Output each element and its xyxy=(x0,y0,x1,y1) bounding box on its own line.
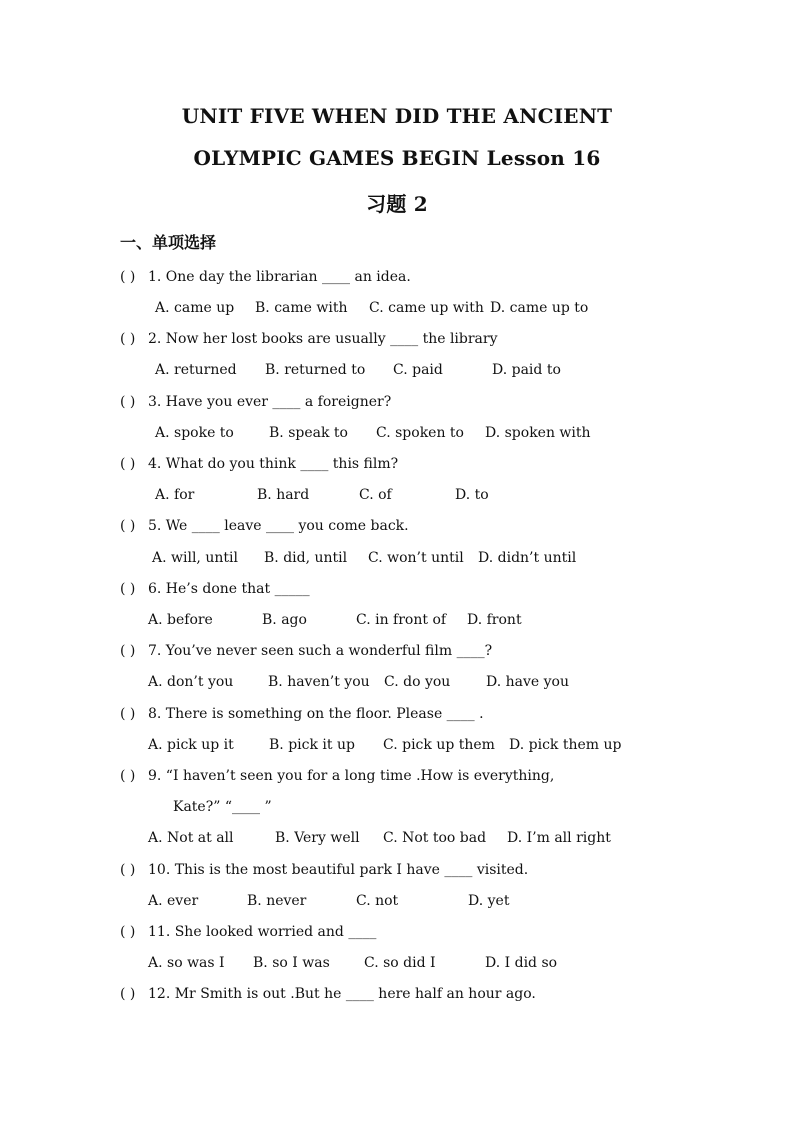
option-c: C. so did I xyxy=(364,955,436,971)
answer-blank: ( ) xyxy=(120,924,136,940)
option-d: D. pick them up xyxy=(509,737,622,753)
question-text: 11. She looked worried and ____ xyxy=(148,924,377,940)
option-c: C. of xyxy=(359,487,392,503)
option-c: C. spoken to xyxy=(376,425,464,441)
option-d: D. didn’t until xyxy=(478,550,577,566)
option-d: D. front xyxy=(467,612,522,628)
option-d: D. I did so xyxy=(485,955,558,971)
answer-blank: ( ) xyxy=(120,581,136,597)
answer-blank: ( ) xyxy=(120,768,136,784)
question-text: 12. Mr Smith is out .But he ____ here half an hour ago. xyxy=(148,986,536,1002)
option-d: D. I’m all right xyxy=(507,830,611,846)
document-title-line-2: OLYMPIC GAMES BEGIN Lesson 16 xyxy=(193,146,601,170)
question-2 xyxy=(120,331,498,347)
document-title-line-1: UNIT FIVE WHEN DID THE ANCIENT xyxy=(181,104,613,128)
option-a: A. spoke to xyxy=(155,425,234,441)
question-11 xyxy=(120,924,376,940)
answer-blank: ( ) xyxy=(120,331,136,347)
option-b: B. speak to xyxy=(269,425,348,441)
question-10 xyxy=(120,862,528,878)
option-d: D. yet xyxy=(468,893,510,909)
option-b: B. haven’t you xyxy=(268,674,370,690)
option-c: C. not xyxy=(356,893,399,909)
option-a: A. ever xyxy=(148,893,199,909)
question-text-continued: Kate?” “____ ” xyxy=(173,799,272,815)
option-b: B. hard xyxy=(257,487,310,503)
answer-blank: ( ) xyxy=(120,269,136,285)
option-c: C. Not too bad xyxy=(383,830,487,846)
answer-blank: ( ) xyxy=(120,706,136,722)
answer-blank: ( ) xyxy=(120,986,136,1002)
option-a: A. Not at all xyxy=(148,830,234,846)
option-c: C. came up with xyxy=(369,300,484,316)
option-d: D. have you xyxy=(486,674,569,690)
option-b: B. so I was xyxy=(253,955,330,971)
option-a: A. pick up it xyxy=(148,737,234,753)
question-text: 9. “I haven’t seen you for a long time .How is everything, xyxy=(148,768,555,784)
option-b: B. never xyxy=(247,893,307,909)
answer-blank: ( ) xyxy=(120,518,136,534)
option-c: C. in front of xyxy=(356,612,447,628)
question-12 xyxy=(120,986,536,1002)
option-d: D. spoken with xyxy=(485,425,591,441)
option-d: D. came up to xyxy=(490,300,589,316)
option-a: A. will, until xyxy=(152,550,238,566)
option-c: C. do you xyxy=(384,674,451,690)
section-heading: 一、单项选择 xyxy=(120,233,217,252)
option-c: C. won’t until xyxy=(368,550,464,566)
answer-blank: ( ) xyxy=(120,643,136,659)
answer-blank: ( ) xyxy=(120,862,136,878)
question-text: 7. You’ve never seen such a wonderful film ____? xyxy=(148,643,493,659)
option-b: B. pick it up xyxy=(269,737,355,753)
question-6 xyxy=(120,581,310,597)
option-a: A. for xyxy=(155,487,195,503)
option-a: A. so was I xyxy=(148,955,225,971)
question-text: 3. Have you ever ____ a foreigner? xyxy=(148,394,392,410)
question-3 xyxy=(120,394,391,410)
option-b: B. ago xyxy=(262,612,307,628)
option-a: A. returned xyxy=(155,362,237,378)
option-d: D. to xyxy=(455,487,489,503)
option-a: A. came up xyxy=(155,300,235,316)
option-c: C. paid xyxy=(393,362,443,378)
answer-blank: ( ) xyxy=(120,456,136,472)
option-b: B. came with xyxy=(255,300,348,316)
question-text: 8. There is something on the floor. Please ____ . xyxy=(148,706,484,722)
option-c: C. pick up them xyxy=(383,737,495,753)
question-text: 5. We ____ leave ____ you come back. xyxy=(148,518,409,534)
question-5 xyxy=(120,518,409,534)
option-a: A. don’t you xyxy=(148,674,234,690)
option-d: D. paid to xyxy=(492,362,561,378)
question-text: 4. What do you think ____ this film? xyxy=(148,456,399,472)
question-7 xyxy=(120,643,492,659)
question-1 xyxy=(120,269,411,285)
question-4 xyxy=(120,456,398,472)
document-title-line-3: 习题 2 xyxy=(366,192,428,216)
question-text: 1. One day the librarian ____ an idea. xyxy=(148,269,411,285)
answer-blank: ( ) xyxy=(120,394,136,410)
question-9 xyxy=(120,768,554,784)
question-text: 2. Now her lost books are usually ____ the library xyxy=(148,331,498,347)
question-text: 6. He’s done that _____ xyxy=(148,581,310,597)
option-a: A. before xyxy=(148,612,213,628)
question-text: 10. This is the most beautiful park I have ____ visited. xyxy=(148,862,529,878)
question-8 xyxy=(120,706,484,722)
option-b: B. Very well xyxy=(275,830,360,846)
option-b: B. returned to xyxy=(265,362,366,378)
option-b: B. did, until xyxy=(264,550,348,566)
